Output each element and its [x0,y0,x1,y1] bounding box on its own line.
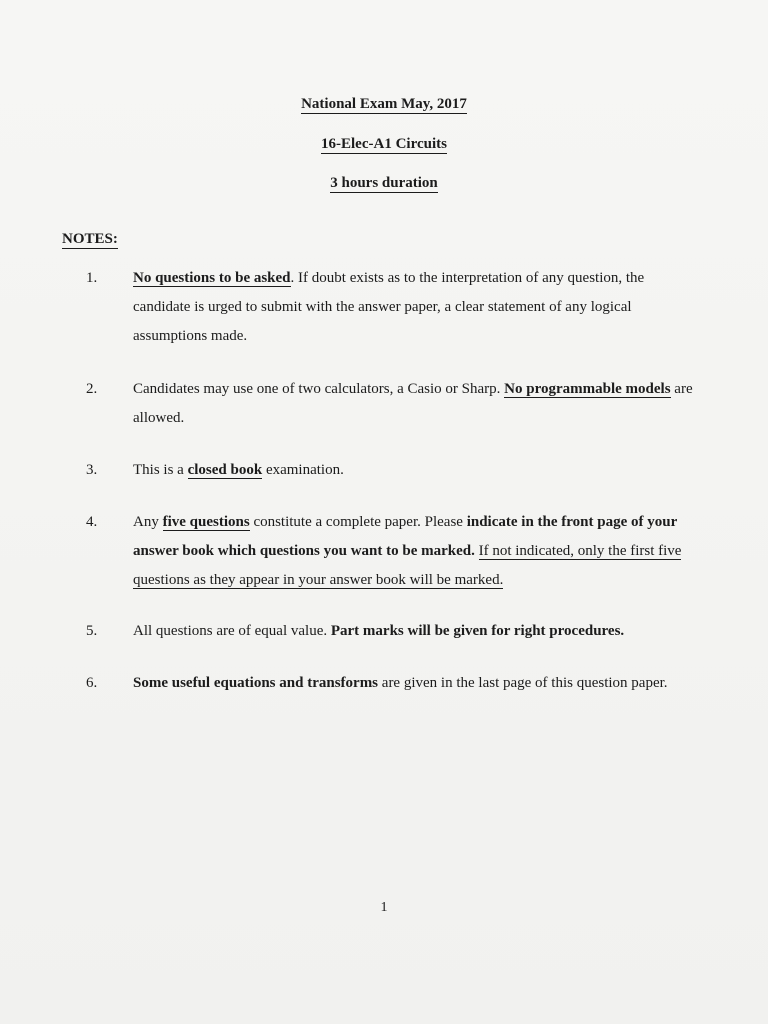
course-code-text: 16-Elec-A1 Circuits [321,136,447,152]
note-text [133,456,693,485]
course-code [0,136,768,153]
note-number: 6. [86,675,98,691]
note-text [133,669,693,698]
note-plain: All questions are of equal value. [133,623,331,639]
notes-heading: NOTES: [62,231,118,247]
note-plain: Candidates may use one of two calculators, a Casio or Sharp. [133,381,505,397]
note-number: 5. [86,623,98,639]
note-bold: Some useful equations and transforms [133,675,379,691]
exam-duration-text: 3 hours duration [330,175,438,191]
note-plain: Any [133,514,163,530]
note-text [133,264,693,351]
note-emphasis: closed book [187,462,263,478]
note-emphasis: five questions [162,514,250,530]
note-emphasis: No questions to be asked [133,270,291,286]
note-number: 1. [86,270,98,286]
note-text [133,617,693,646]
note-plain: constitute a complete paper. Please [249,514,467,530]
exam-title [0,96,768,113]
note-underlined: If not indicated, only the first five questions as they appear in your answer book will be marked. [133,543,682,588]
note-bold: indicate in the front page of your answer book which questions you want to be marked. [133,514,677,559]
note-plain: examination. [262,462,344,478]
note-text [133,375,693,433]
note-emphasis: No programmable models [504,381,671,397]
note-number: 2. [86,381,98,397]
note-plain: . If doubt exists as to the interpretation of any question, the candidate is urged to submit with the answer paper, a clear statement of any logical assumptions made. [133,270,645,344]
note-plain: are allowed. [133,381,693,426]
note-number: 4. [86,514,98,530]
exam-duration [0,175,768,192]
page-number: 1 [380,900,388,915]
note-plain: are given in the last page of this question paper. [378,675,668,691]
note-bold: Part marks will be given for right procedures. [330,623,625,639]
exam-title-text: National Exam May, 2017 [301,96,467,112]
note-plain: This is a [133,462,188,478]
note-text [133,508,693,595]
note-number: 3. [86,462,98,478]
